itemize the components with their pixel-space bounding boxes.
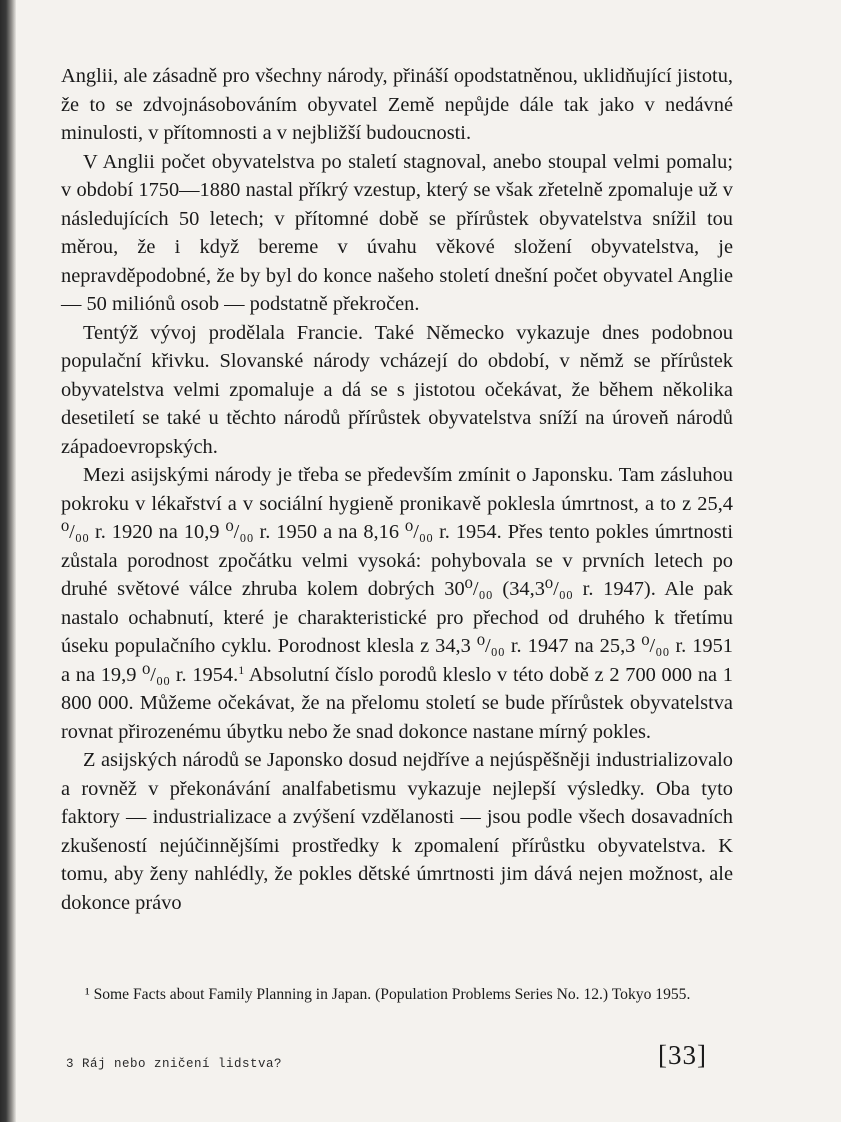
paragraph-4-text: Mezi asijskými národy je třeba se především zmínit o Japonsku. Tam zásluhou pokroku v lékařství a v sociální hygieně pronikavě poklesla úmrtnost, a to z 25,4 ⁰/₀₀ r. 1920 na 10,9 ⁰/₀₀ r. 1950 a na 8,16 ⁰/₀₀ r. 1954. Přes tento pokles úmrtnosti zůstala porodnost zpočátku velmi vysoká: pohybovala se v prvních letech po druhé světové válce zhruba kolem dobrých 30⁰/₀₀ (34,3⁰/₀₀ r. 1947). Ale pak nastalo ochabnutí, které je charakteristické pro přechod od druhého k třetímu úseku populačního cyklu. Porodnost klesla z 34,3 ⁰/₀₀ r. 1947 na 25,3 ⁰/₀₀ r. 1951 a na 19,9 ⁰/₀₀ r. 1954.	[61, 464, 733, 686]
signature-mark: 3 Ráj nebo zničení lidstva?	[66, 1057, 283, 1071]
book-spine-shadow	[0, 0, 16, 1122]
paragraph-1: Anglii, ale zásadně pro všechny národy, přináší opodstatněnou, uklidňující jistotu, že to se zdvojnásobováním obyvatel Země nepůjde dále tak jako v nedávné minulosti, v přítomnosti a v nejbližší budoucnosti.	[61, 65, 733, 144]
footnote: ¹ Some Facts about Family Planning in Japan. (Population Problems Series No. 12.) Tokyo 1955.	[85, 986, 691, 1003]
paragraph-2: V Anglii počet obyvatelstva po staletí stagnoval, anebo stoupal velmi pomalu; v období 1750—1880 nastal příkrý vzestup, který se však zřetelně zpomaluje už v následujících 50 letech; v přítomné době se přírůstek obyvatelstva snížil tou měrou, že i když bereme v úvahu věkové složení obyvatelstva, je nepravděpodobné, že by byl do konce našeho století dnešní počet obyvatel Anglie — 50 miliónů osob — podstatně překročen.	[61, 150, 733, 315]
page-number: [33]	[658, 1040, 707, 1070]
paragraph-4-continuation: Absolutní číslo porodů kleslo v této době z 2 700 000 na 1 800 000. Můžeme očekávat, že na přelomu století se bude přírůstek obyvatelstva rovnat přirozenému úbytku nebo že snad dokonce nastane mírný pokles.	[61, 663, 733, 743]
paragraph-4	[61, 461, 733, 746]
paragraph-5: Z asijských národů se Japonsko dosud nejdříve a nejúspěšněji industrializovalo a rovněž v překonávání analfabetismu vykazuje nejlepší výsledky. Oba tyto faktory — industrializace a zvýšení vzdělanosti — jsou podle všech dosavadních zkušeností nejúčinnějšími prostředky k zpomalení přírůstku obyvatelstva. K tomu, aby ženy nahlédly, že pokles dětské úmrtnosti jim dává nejen možnost, ale dokonce právo	[61, 749, 733, 914]
paragraph-3: Tentýž vývoj prodělala Francie. Také Německo vykazuje dnes podobnou populační křivku. Slovanské národy vcházejí do období, v němž se přírůstek obyvatelstva velmi zpomaluje a dá se s jistotou očekávat, že během několika desetiletí se také u těchto národů přírůstek obyvatelstva sníží na úroveň národů západoevropských.	[61, 321, 733, 458]
body-text	[61, 62, 733, 917]
footnote-marker: 1	[238, 662, 245, 677]
